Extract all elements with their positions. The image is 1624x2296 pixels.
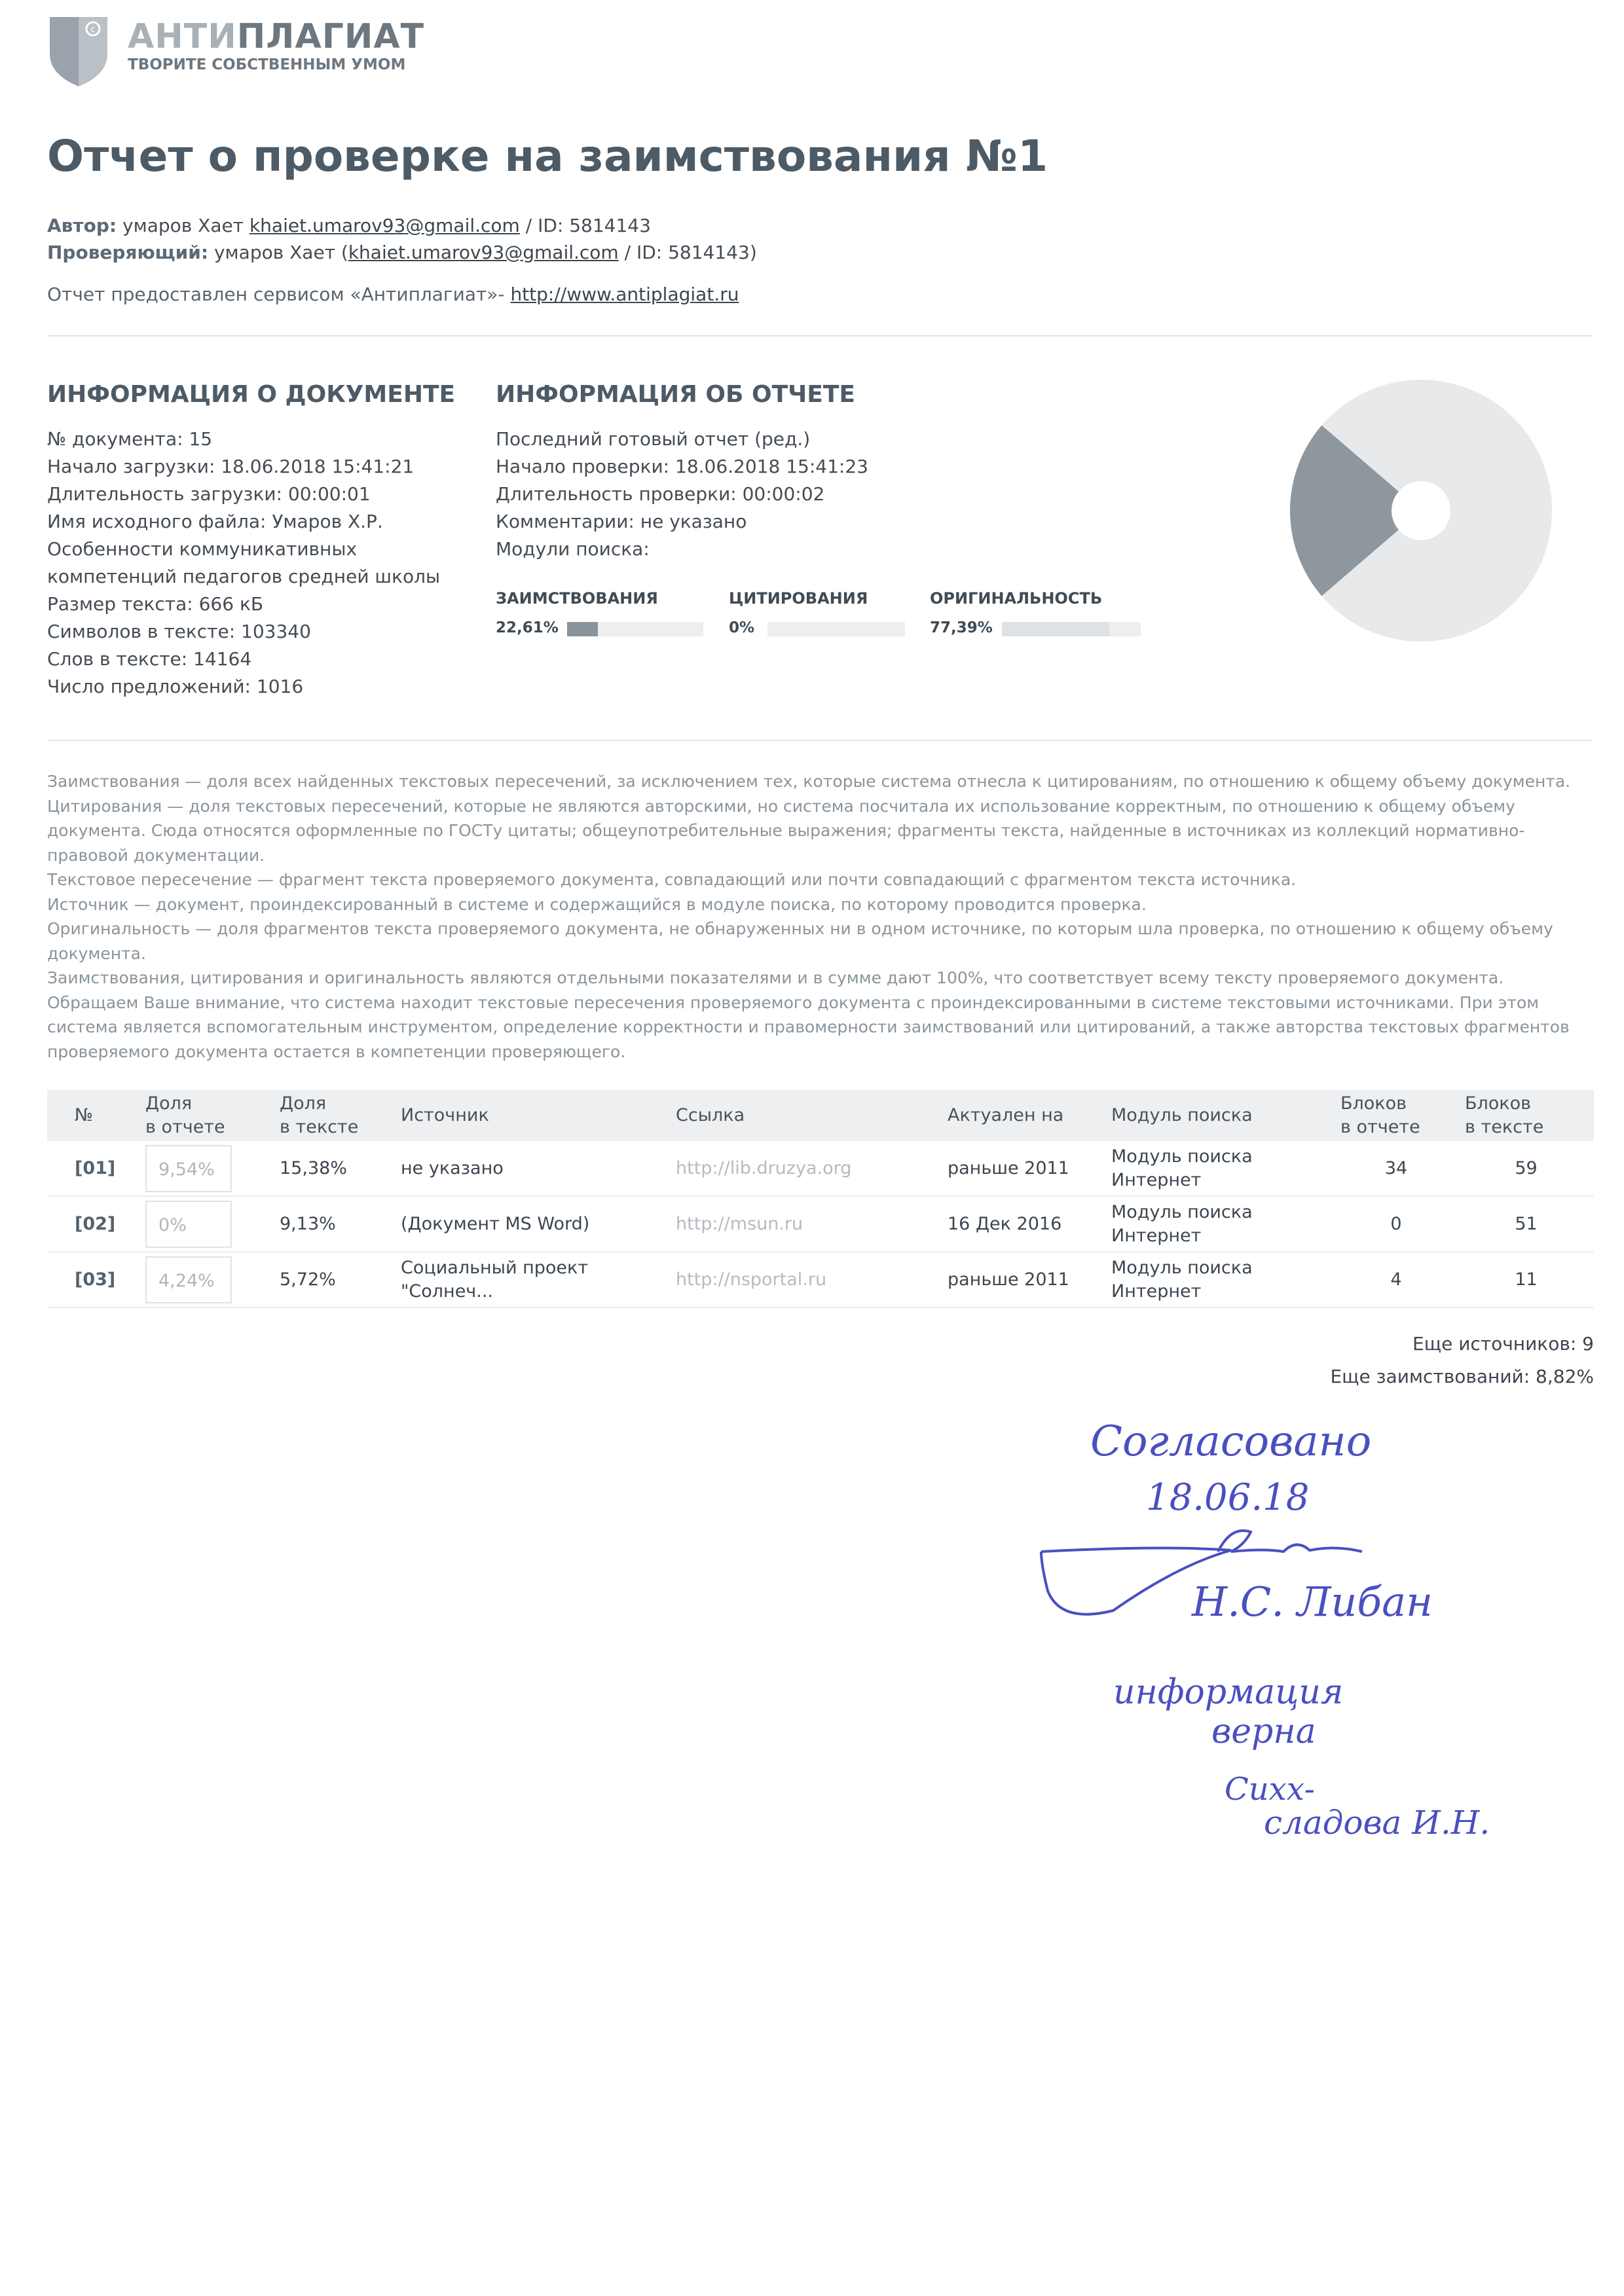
- logo-wordmark-dark: ПЛАГИАТ: [236, 17, 425, 56]
- col-share-text-line2: в тексте: [280, 1117, 359, 1137]
- row-blocks-text: 51: [1458, 1196, 1594, 1252]
- originality-value: 77,39%: [930, 619, 993, 636]
- col-blocks-text-line1: Блоков: [1465, 1093, 1532, 1114]
- document-title-line-2: компетенций педагогов средней школы: [47, 566, 441, 587]
- borrowing-progress-fill: [567, 622, 598, 636]
- row-share-text: 15,38%: [280, 1141, 401, 1196]
- antiplagiat-shield-logo-icon: [47, 14, 110, 88]
- service-line: [47, 283, 739, 305]
- check-duration: Длительность проверки: 00:00:02: [496, 483, 825, 505]
- row-blocks-text: 59: [1458, 1141, 1594, 1196]
- service-link[interactable]: http://www.antiplagiat.ru: [510, 283, 739, 305]
- definitions-block: [47, 769, 1599, 1064]
- borrowing-label: ЗАИМСТВОВАНИЯ: [496, 589, 658, 608]
- row-module-line1: Модуль поиска: [1111, 1257, 1253, 1278]
- row-link[interactable]: http://lib.druzya.org: [676, 1141, 948, 1196]
- col-source: Источник: [401, 1090, 676, 1141]
- col-blocks-report-line2: в отчете: [1340, 1117, 1420, 1137]
- citation-label: ЦИТИРОВАНИЯ: [729, 589, 868, 608]
- originality-progress-fill: [1002, 622, 1109, 636]
- definition-borrowing: Заимствования — доля всех найденных текстовых пересечений, за исключением тех, которые система отнесла к цитированиям, по отношению к общему объему документа.: [47, 772, 1571, 791]
- search-modules: Модули поиска:: [496, 538, 650, 560]
- table-row: [47, 1141, 1594, 1196]
- handwritten-name: Н.С. Либан: [1192, 1578, 1433, 1626]
- reviewer-label: Проверяющий:: [47, 242, 209, 263]
- author-name: умаров Хает: [122, 215, 244, 236]
- row-share-report: [145, 1252, 280, 1307]
- col-link: Ссылка: [676, 1090, 948, 1141]
- results-donut-chart: [1283, 373, 1559, 648]
- divider: [47, 740, 1593, 741]
- handwritten-approved: Согласовано: [1090, 1417, 1372, 1466]
- col-share-report: [145, 1090, 280, 1141]
- col-blocks-text-line2: в тексте: [1465, 1117, 1544, 1137]
- row-actual: раньше 2011: [948, 1252, 1111, 1307]
- report-status: Последний готовый отчет (ред.): [496, 428, 811, 450]
- sources-table: [47, 1090, 1594, 1308]
- row-link[interactable]: http://nsportal.ru: [676, 1252, 948, 1307]
- definition-text-overlap: Текстовое пересечение — фрагмент текста проверяемого документа, совпадающий или почти совпадающий с фрагментом текста источника.: [47, 870, 1297, 889]
- row-actual: раньше 2011: [948, 1141, 1111, 1196]
- table-row: [47, 1252, 1594, 1307]
- share-report-box: 4,24%: [145, 1256, 232, 1303]
- definition-originality: Оригинальность — доля фрагментов текста проверяемого документа, не обнаруженных ни в одном источнике, по которым шла проверка, по отношению к общему объему документа.: [47, 919, 1553, 963]
- comments: Комментарии: не указано: [496, 511, 747, 532]
- row-number: [02]: [47, 1196, 145, 1252]
- report-info-list: [496, 426, 868, 563]
- row-actual: 16 Дек 2016: [948, 1196, 1111, 1252]
- reviewer-id: / ID: 5814143): [624, 242, 757, 263]
- col-share-report-line1: Доля: [145, 1093, 193, 1114]
- row-share-report: [145, 1196, 280, 1252]
- author-email-link[interactable]: khaiet.umarov93@gmail.com: [249, 215, 520, 236]
- originality-progress-bar: [1002, 622, 1141, 636]
- row-source: (Документ MS Word): [401, 1196, 676, 1252]
- donut-hole: [1392, 481, 1450, 540]
- page-title: Отчет о проверке на заимствования №1: [47, 131, 1048, 181]
- report-info-heading: ИНФОРМАЦИЯ ОБ ОТЧЕТЕ: [496, 381, 855, 408]
- more-borrowings: Еще заимствований: 8,82%: [1330, 1366, 1594, 1387]
- char-count: Символов в тексте: 103340: [47, 621, 311, 642]
- row-module: [1111, 1141, 1334, 1196]
- row-module-line2: Интернет: [1111, 1225, 1202, 1246]
- row-number: [03]: [47, 1252, 145, 1307]
- svg-text:c: c: [90, 25, 96, 35]
- source-file-name: Имя исходного файла: Умаров Х.Р.: [47, 511, 383, 532]
- definition-citation: Цитирования — доля текстовых пересечений, которые не являются авторскими, но система посчитала их использование корректным, по отношению к общему объему документа. Сюда относятся оформленные по ГОСТу цитаты; общеупотребительные выражения; фрагменты текста, найденные в источниках из коллекций нормативно-правовой документации.: [47, 796, 1525, 865]
- borrowing-value: 22,61%: [496, 619, 559, 636]
- col-blocks-report: [1334, 1090, 1458, 1141]
- reviewer-email-link[interactable]: khaiet.umarov93@gmail.com: [348, 242, 619, 263]
- row-source: Социальный проект "Солнеч...: [401, 1252, 676, 1307]
- row-module-line2: Интернет: [1111, 1169, 1202, 1190]
- col-number: №: [47, 1090, 145, 1141]
- citation-value: 0%: [729, 619, 755, 636]
- table-header-row: [47, 1090, 1594, 1141]
- reviewer-line: [47, 242, 757, 263]
- more-sources: Еще источников: 9: [1412, 1333, 1594, 1355]
- definition-disclaimer: Обращаем Ваше внимание, что система находит текстовые пересечения проверяемого документа с проиндексированными в системе текстовыми источниками. При этом система является вспомогательным инструментом, определение корректности и правомерности заимствований или цитирований, а также авторства текстовых фрагментов проверяемого документа остается в компетенции проверяющего.: [47, 993, 1570, 1061]
- row-module-line1: Модуль поиска: [1111, 1201, 1253, 1222]
- col-blocks-text: [1458, 1090, 1594, 1141]
- sentence-count: Число предложений: 1016: [47, 676, 304, 697]
- definition-sum: Заимствования, цитирования и оригинальность являются отдельными показателями и в сумме дают 100%, что соответствует всему тексту проверяемого документа.: [47, 968, 1504, 987]
- share-report-box: 9,54%: [145, 1145, 232, 1192]
- col-module: Модуль поиска: [1111, 1090, 1334, 1141]
- col-share-report-line2: в отчете: [145, 1117, 225, 1137]
- handwritten-note-2: верна: [1211, 1712, 1316, 1751]
- row-blocks-report: 0: [1334, 1196, 1458, 1252]
- doc-info-list: [47, 426, 440, 701]
- service-text: Отчет предоставлен сервисом «Антиплагиат»-: [47, 283, 511, 305]
- doc-info-heading: ИНФОРМАЦИЯ О ДОКУМЕНТЕ: [47, 381, 456, 408]
- word-count: Слов в тексте: 14164: [47, 648, 252, 670]
- divider: [47, 335, 1593, 337]
- row-module: [1111, 1196, 1334, 1252]
- borrowing-progress-bar: [567, 622, 703, 636]
- originality-label: ОРИГИНАЛЬНОСТЬ: [930, 589, 1103, 608]
- definition-source: Источник — документ, проиндексированный в системе и содержащийся в модуле поиска, по которому проводится проверка.: [47, 894, 1147, 914]
- handwritten-note-3: Сихх-: [1225, 1771, 1315, 1808]
- table-row: [47, 1196, 1594, 1252]
- citation-progress-bar: [767, 622, 905, 636]
- author-line: [47, 215, 651, 236]
- row-link[interactable]: http://msun.ru: [676, 1196, 948, 1252]
- row-number: [01]: [47, 1141, 145, 1196]
- row-module: [1111, 1252, 1334, 1307]
- row-module-line1: Модуль поиска: [1111, 1146, 1253, 1167]
- handwritten-note-1: информация: [1113, 1673, 1344, 1712]
- upload-start: Начало загрузки: 18.06.2018 15:41:21: [47, 456, 415, 477]
- row-share-report: [145, 1141, 280, 1196]
- doc-number: № документа: 15: [47, 428, 213, 450]
- col-share-text-line1: Доля: [280, 1093, 327, 1114]
- text-size: Размер текста: 666 кБ: [47, 593, 264, 615]
- handwritten-note-4: сладова И.Н.: [1264, 1804, 1490, 1842]
- row-source: не указано: [401, 1141, 676, 1196]
- logo-tagline: ТВОРИТЕ СОБСТВЕННЫМ УМОМ: [128, 56, 406, 73]
- author-label: Автор:: [47, 215, 117, 236]
- row-blocks-text: 11: [1458, 1252, 1594, 1307]
- row-share-text: 9,13%: [280, 1196, 401, 1252]
- col-share-text: [280, 1090, 401, 1141]
- row-blocks-report: 4: [1334, 1252, 1458, 1307]
- logo-wordmark: [128, 17, 424, 56]
- row-module-line2: Интернет: [1111, 1281, 1202, 1302]
- row-share-text: 5,72%: [280, 1252, 401, 1307]
- handwritten-date: 18.06.18: [1146, 1476, 1310, 1519]
- col-blocks-report-line1: Блоков: [1340, 1093, 1407, 1114]
- reviewer-name: умаров Хает (: [213, 242, 348, 263]
- share-report-box: 0%: [145, 1201, 232, 1248]
- col-actual: Актуален на: [948, 1090, 1111, 1141]
- author-id: / ID: 5814143: [525, 215, 651, 236]
- upload-duration: Длительность загрузки: 00:00:01: [47, 483, 371, 505]
- logo-wordmark-light: АНТИ: [128, 17, 237, 56]
- row-blocks-report: 34: [1334, 1141, 1458, 1196]
- document-title-line-1: Особенности коммуникативных: [47, 538, 358, 560]
- check-start: Начало проверки: 18.06.2018 15:41:23: [496, 456, 868, 477]
